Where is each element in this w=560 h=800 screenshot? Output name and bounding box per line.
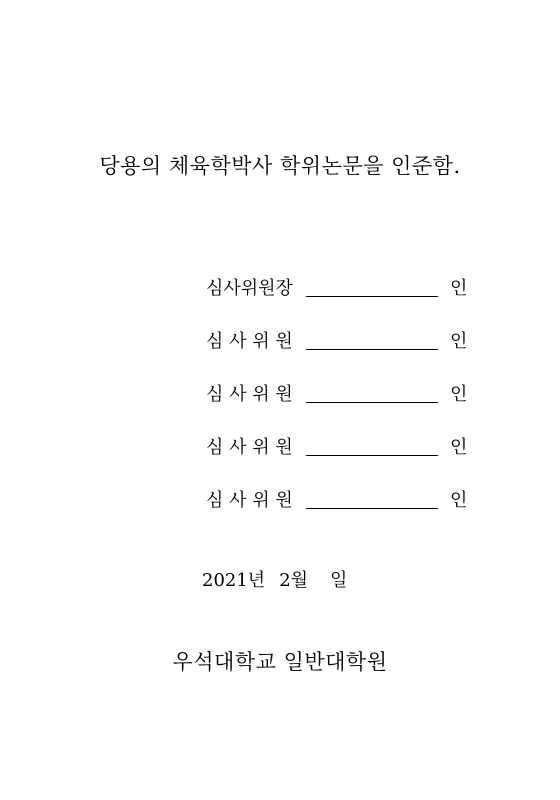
institution-name: 우석대학교 일반대학원 xyxy=(172,650,388,674)
seal-mark: 인 xyxy=(450,437,468,458)
date-year: 2021년 xyxy=(202,570,266,591)
seal-mark: 인 xyxy=(450,278,468,299)
signature-line xyxy=(306,508,438,509)
committee-role: 심 사 위 원 xyxy=(206,331,293,352)
approval-statement: 당용의 체육학박사 학위논문을 인준함. xyxy=(99,154,461,178)
signature-row-member-2 xyxy=(206,378,476,406)
committee-role: 심사위원장 xyxy=(206,278,293,299)
signature-line xyxy=(306,296,438,297)
seal-mark: 인 xyxy=(450,490,468,511)
signature-line xyxy=(306,402,438,403)
signature-line xyxy=(306,455,438,456)
approval-date xyxy=(202,566,347,592)
seal-mark: 인 xyxy=(450,331,468,352)
date-month: 2월 xyxy=(279,570,309,591)
signature-row-member-4 xyxy=(206,484,476,512)
seal-mark: 인 xyxy=(450,384,468,405)
date-day: 일 xyxy=(330,570,348,591)
signature-row-chair xyxy=(206,272,476,300)
signature-row-member-1 xyxy=(206,325,476,353)
signature-line xyxy=(306,349,438,350)
committee-role: 심 사 위 원 xyxy=(206,384,293,405)
committee-role: 심 사 위 원 xyxy=(206,437,293,458)
committee-role: 심 사 위 원 xyxy=(206,490,293,511)
signature-row-member-3 xyxy=(206,431,476,459)
